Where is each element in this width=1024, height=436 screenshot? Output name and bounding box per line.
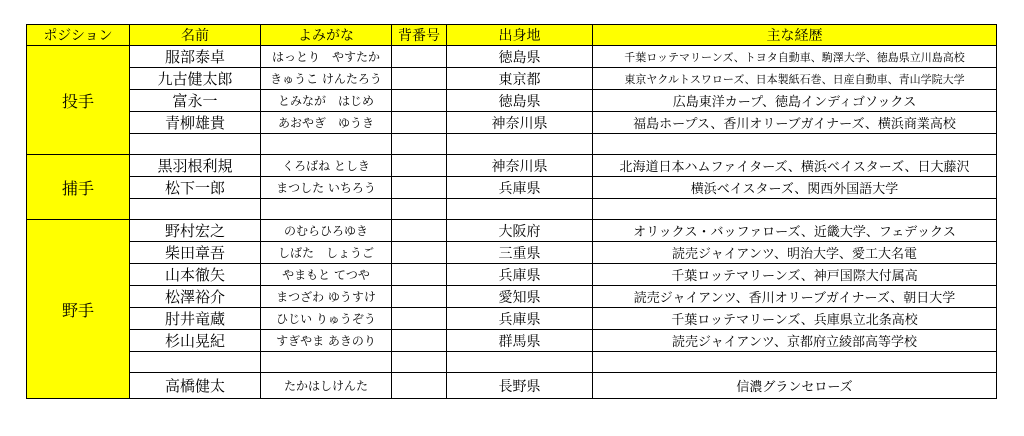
- player-hometown: 神奈川県: [447, 112, 593, 134]
- player-kana: たかはしけんた: [261, 373, 392, 399]
- player-career: 東京ヤクルトスワローズ、日本製紙石巻、日産自動車、青山学院大学: [593, 68, 997, 90]
- player-number: [392, 286, 447, 308]
- player-name: 杉山晃紀: [130, 330, 261, 352]
- table-row: [27, 242, 997, 264]
- group-catcher: 捕手: [27, 155, 130, 220]
- player-career: 読売ジャイアンツ、明治大学、愛工大名電: [593, 242, 997, 264]
- player-hometown: 大阪府: [447, 220, 593, 242]
- player-name: 野村宏之: [130, 220, 261, 242]
- player-hometown: 長野県: [447, 373, 593, 399]
- player-name: 黒羽根利規: [130, 155, 261, 177]
- player-kana: はっとり やすたか: [261, 46, 392, 68]
- player-career: オリックス・バッファローズ、近畿大学、フェデックス: [593, 220, 997, 242]
- empty-row: [27, 199, 997, 220]
- table-row: [27, 177, 997, 199]
- player-number: [392, 220, 447, 242]
- player-kana: まつざわ ゆうすけ: [261, 286, 392, 308]
- player-name: 松下一郎: [130, 177, 261, 199]
- player-number: [392, 308, 447, 330]
- header-row: [27, 25, 997, 46]
- player-career: 千葉ロッテマリーンズ、トヨタ自動車、駒澤大学、徳島県立川島高校: [593, 46, 997, 68]
- player-hometown: 群馬県: [447, 330, 593, 352]
- table-row: [27, 286, 997, 308]
- roster-table: [26, 24, 997, 399]
- player-hometown: 東京都: [447, 68, 593, 90]
- player-number: [392, 155, 447, 177]
- table-row: [27, 155, 997, 177]
- table-row: [27, 264, 997, 286]
- player-name: 松澤裕介: [130, 286, 261, 308]
- player-hometown: 愛知県: [447, 286, 593, 308]
- player-career: 横浜ベイスターズ、関西外国語大学: [593, 177, 997, 199]
- group-pitcher: 投手: [27, 46, 130, 155]
- player-kana: すぎやま あきのり: [261, 330, 392, 352]
- player-kana: きゅうこ けんたろう: [261, 68, 392, 90]
- player-number: [392, 68, 447, 90]
- header-career: 主な経歴: [593, 25, 997, 46]
- player-number: [392, 177, 447, 199]
- header-hometown: 出身地: [447, 25, 593, 46]
- player-number: [392, 330, 447, 352]
- player-kana: しばた しょうご: [261, 242, 392, 264]
- table-row: [27, 68, 997, 90]
- player-career: 福島ホープス、香川オリーブガイナーズ、横浜商業高校: [593, 112, 997, 134]
- player-career: 千葉ロッテマリーンズ、兵庫県立北条高校: [593, 308, 997, 330]
- empty-row: [27, 134, 997, 155]
- group-fielder: 野手: [27, 220, 130, 399]
- player-kana: とみなが はじめ: [261, 90, 392, 112]
- player-hometown: 徳島県: [447, 90, 593, 112]
- table-row: [27, 373, 997, 399]
- player-kana: まつした いちろう: [261, 177, 392, 199]
- player-kana: くろばね としき: [261, 155, 392, 177]
- player-career: 千葉ロッテマリーンズ、神戸国際大付属高: [593, 264, 997, 286]
- header-position: ポジション: [27, 25, 130, 46]
- player-name: 青柳雄貴: [130, 112, 261, 134]
- player-career: 読売ジャイアンツ、京都府立綾部高等学校: [593, 330, 997, 352]
- header-name: 名前: [130, 25, 261, 46]
- player-kana: やまもと てつや: [261, 264, 392, 286]
- player-name: 山本徹矢: [130, 264, 261, 286]
- player-name: 富永一: [130, 90, 261, 112]
- player-kana: あおやぎ ゆうき: [261, 112, 392, 134]
- table-row: [27, 330, 997, 352]
- table-row: [27, 308, 997, 330]
- player-career: 北海道日本ハムファイターズ、横浜ベイスターズ、日大藤沢: [593, 155, 997, 177]
- player-number: [392, 112, 447, 134]
- empty-row: [27, 352, 997, 373]
- player-name: 高橋健太: [130, 373, 261, 399]
- table-row: [27, 220, 997, 242]
- player-hometown: 徳島県: [447, 46, 593, 68]
- player-name: 九古健太郎: [130, 68, 261, 90]
- player-kana: ひじい りゅうぞう: [261, 308, 392, 330]
- player-number: [392, 46, 447, 68]
- player-career: 広島東洋カープ、徳島インディゴソックス: [593, 90, 997, 112]
- player-hometown: 兵庫県: [447, 177, 593, 199]
- table-row: [27, 112, 997, 134]
- player-name: 柴田章吾: [130, 242, 261, 264]
- player-career: 信濃グランセローズ: [593, 373, 997, 399]
- player-hometown: 神奈川県: [447, 155, 593, 177]
- player-career: 読売ジャイアンツ、香川オリーブガイナーズ、朝日大学: [593, 286, 997, 308]
- table-row: [27, 90, 997, 112]
- header-number: 背番号: [392, 25, 447, 46]
- header-kana: よみがな: [261, 25, 392, 46]
- table-row: [27, 46, 997, 68]
- player-number: [392, 90, 447, 112]
- player-name: 服部泰卓: [130, 46, 261, 68]
- player-kana: のむらひろゆき: [261, 220, 392, 242]
- player-name: 肘井竜蔵: [130, 308, 261, 330]
- player-number: [392, 242, 447, 264]
- player-hometown: 兵庫県: [447, 264, 593, 286]
- player-number: [392, 373, 447, 399]
- player-hometown: 兵庫県: [447, 308, 593, 330]
- player-number: [392, 264, 447, 286]
- player-hometown: 三重県: [447, 242, 593, 264]
